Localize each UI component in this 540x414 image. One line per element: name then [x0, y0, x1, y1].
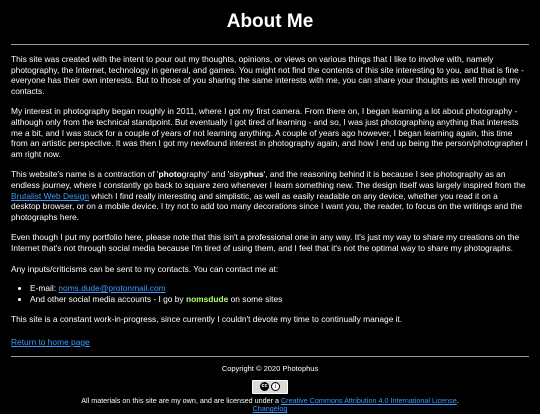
- footer-divider: [11, 356, 529, 357]
- contact-intro: Any inputs/criticisms can be sent to my contacts. You can contact me at:: [11, 263, 279, 274]
- license-post: .: [456, 395, 459, 405]
- attribution-icon: i: [271, 382, 280, 391]
- bold-photo: photo: [158, 169, 182, 180]
- social-text: on some sites: [228, 293, 283, 304]
- text-span: which I find really interesting and simplistic, as well as easily readable on any device, whether you read it on a desktop browser, or on a mobile device. I try not to add too many decorations since I want you, the reader, to focus on the writings and the photographs here.: [11, 190, 523, 222]
- license-pre: All materials on this site are my own, and are licensed under a: [81, 395, 281, 405]
- portfolio-paragraph: Even though I put my portfolio here, please note that this isn't a professional one in any way. It's just my way to share my creations on the Internet that's not through social media because I'm tired of using them, and I feel that it's not the optimal way to share my photographs.: [11, 232, 520, 253]
- wip-paragraph: This site is a constant work-in-progress, since currently I couldn't devote my time to continually manage it.: [11, 314, 403, 325]
- brutalist-web-design-link[interactable]: Brutalist Web Design: [11, 190, 90, 201]
- list-item-social: [30, 294, 529, 305]
- home-link-wrapper: [11, 337, 529, 348]
- changelog-link[interactable]: Changelog: [252, 404, 288, 414]
- site-name-paragraph: [11, 169, 529, 222]
- license-text: [11, 397, 529, 414]
- email-label: E-mail:: [30, 283, 59, 294]
- cc-license-link[interactable]: Creative Commons Attribution 4.0 International License: [280, 395, 457, 405]
- photography-paragraph: My interest in photography began roughly in 2011, where I got my first camera. From there on, I began learning a lot about photography - although only from the technical standpoint. But eventually I got tired of learning - and so, I was just photographing anything that interests me a bit, and I was stuck for a couple of years of not learning anything. A couple of years ago however, I began learning again, this time from an artistic perspective. It was then I got my newfound interest in photography again, and how I end up being the person/photographer I am right now.: [11, 106, 528, 159]
- text-span: ', and the reasoning behind it is because I see photography as an endless journey, where I constantly go back to square zero whenever I learn something new. The design itself was largely inspired from the: [11, 169, 526, 190]
- contact-list: [11, 283, 529, 304]
- email-link[interactable]: noms.dude@protonmail.com: [58, 283, 166, 294]
- intro-paragraph: This site was created with the intent to pour out my thoughts, opinions, or views on various things that I like to involve with, namely photography, the Internet, technology in general, and games. You might not find the contents of this site interesting to you, and that is fine - everyone has their own interests. But to those of you sharing the same interests with me, you can share your thoughts as well through my contacts.: [11, 54, 524, 96]
- handle-name: nomsdude: [185, 293, 229, 304]
- header-divider: [11, 44, 529, 45]
- cc-badge-wrapper: [11, 379, 529, 394]
- text-span: graphy' and 'sisy: [181, 169, 244, 180]
- return-home-link[interactable]: Return to home page: [11, 336, 90, 347]
- text-span: This website's name is a contraction of ': [11, 169, 159, 180]
- list-item-email: [30, 283, 529, 294]
- copyright: Copyright © 2020 Photophus: [221, 364, 319, 374]
- page-title: About Me: [226, 11, 314, 32]
- cc-license-badge[interactable]: [252, 380, 288, 394]
- bold-phus: phus: [243, 169, 264, 180]
- social-text: And other social media accounts - I go by: [30, 293, 186, 304]
- cc-icon: cc: [261, 383, 268, 390]
